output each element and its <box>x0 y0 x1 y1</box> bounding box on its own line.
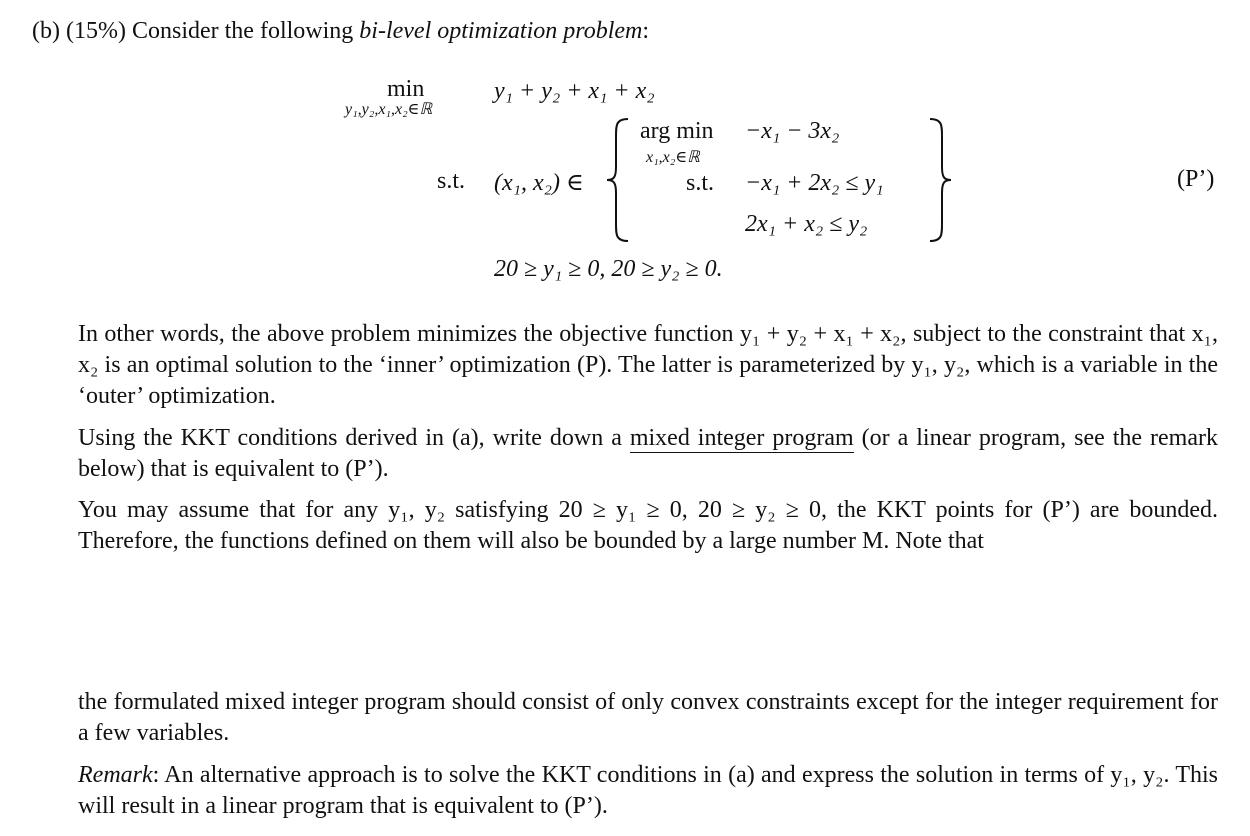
equation-tag: (P’) <box>1177 166 1215 192</box>
problem-header <box>32 18 649 45</box>
paragraph-convexity-note: the formulated mixed integer program should consist of only convex constraints except for the integer requirement for a few variables. <box>78 689 1218 746</box>
right-brace <box>926 117 954 243</box>
inner-argmin-subscript: x₁,x₂∈ℝ <box>646 149 700 166</box>
inner-st-label: s.t. <box>686 170 715 196</box>
inner-constraint-2: 2x₁ + x₂ ≤ y₂ <box>745 211 868 237</box>
paragraph-task <box>78 423 1218 485</box>
variable-bounds: 20 ≥ y₁ ≥ 0, 20 ≥ y₂ ≥ 0. <box>494 256 723 282</box>
inner-argmin: arg min <box>640 118 714 144</box>
task-text-after: (or a linear program, see the remark below) that is equivalent to (P’). <box>78 425 1218 482</box>
paragraph-remark <box>78 760 1218 822</box>
left-brace <box>604 117 632 243</box>
outer-objective: y₁ + y₂ + x₁ + x₂ <box>494 78 655 104</box>
outer-st-label: s.t. <box>437 168 466 194</box>
task-text-before: Using the KKT conditions derived in (a), write down a <box>78 425 630 451</box>
part-weight: (15%) <box>65 18 126 44</box>
outer-min: min <box>387 76 425 102</box>
outer-min-subscript: y₁,y₂,x₁,x₂∈ℝ <box>345 101 433 118</box>
membership-expression: (x₁, x₂) ∈ <box>494 170 584 196</box>
header-intro: Consider the following <box>131 18 354 44</box>
task-underlined-term: mixed integer program <box>629 425 854 451</box>
inner-constraint-1: −x₁ + 2x₂ ≤ y₁ <box>745 170 884 196</box>
remark-label: Remark <box>78 762 153 788</box>
remark-text: : An alternative approach is to solve the KKT conditions in (a) and express the solution in terms of y₁, y₂. This will result in a linear program that is equivalent to (P’). <box>78 762 1218 819</box>
header-emphasis: bi-level optimization problem <box>359 18 643 44</box>
header-colon: : <box>642 18 650 44</box>
inner-objective: −x₁ − 3x₂ <box>745 118 840 144</box>
paragraph-assumption: You may assume that for any y₁, y₂ satisfying 20 ≥ y₁ ≥ 0, 20 ≥ y₂ ≥ 0, the KKT points for (P’) are bounded. Therefore, the functions defined on them will also be bounded by a large number M. Note that <box>78 497 1218 554</box>
part-label: (b) <box>32 18 60 44</box>
paragraph-explanation: In other words, the above problem minimizes the objective function y₁ + y₂ + x₁ + x₂, subject to the constraint that x₁, x₂ is an optimal solution to the ‘inner’ optimization (P). The latter is parameterized by y₁, y₂, which is a variable in the ‘outer’ optimization. <box>78 321 1218 409</box>
